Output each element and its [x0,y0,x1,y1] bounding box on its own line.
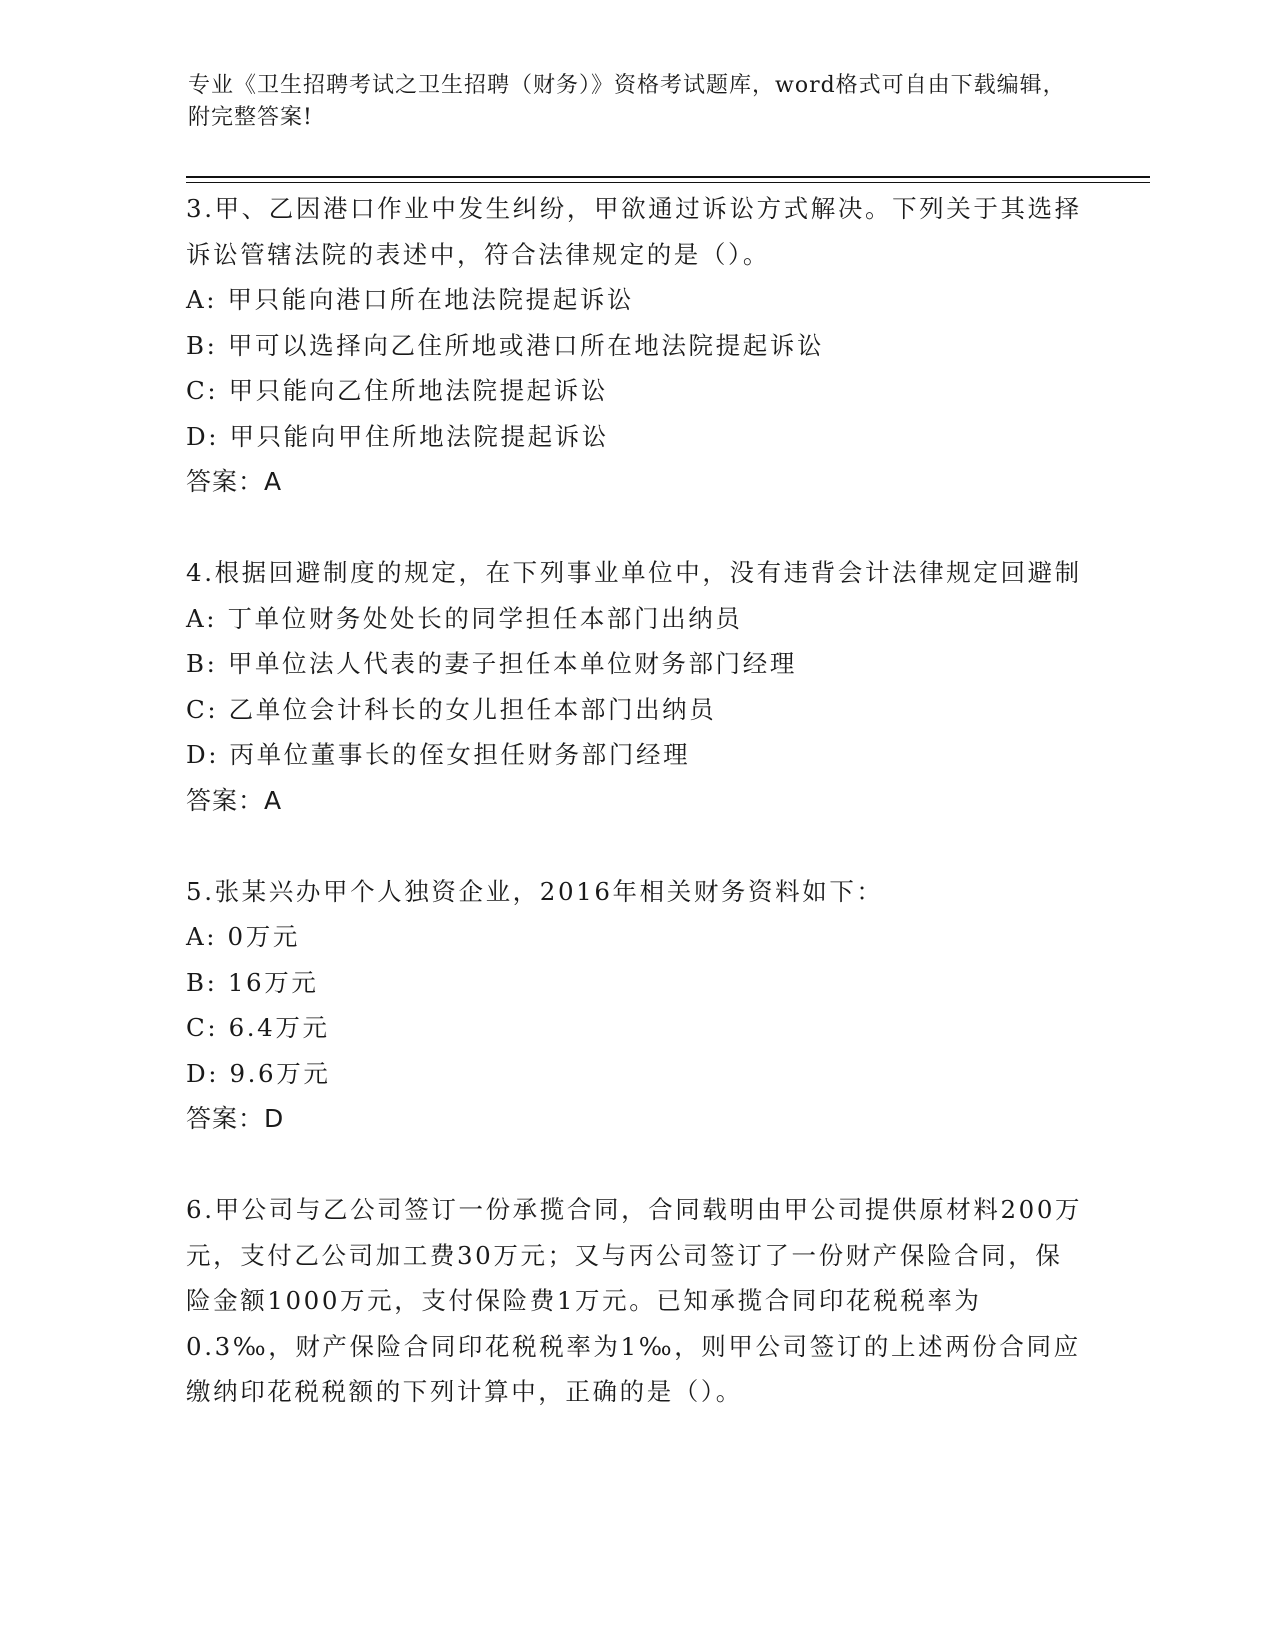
question-6 [186,1187,1086,1415]
option-a: A: 0万元 [186,922,300,951]
header-rule-thick [186,176,1150,178]
option-b: B: 16万元 [186,967,319,997]
answer: 答案：D [186,1104,285,1133]
option-d: D: 甲只能向甲住所地法院提起诉讼 [186,421,609,451]
question-text: 6.甲公司与乙公司签订一份承揽合同，合同载明由甲公司提供原材料200万元，支付乙公司加工费30万元；又与丙公司签订了一份财产保险合同，保险金额1000万元，支付保险费1万元。已知承揽合同印花税税率为0.3‰，财产保险合同印花税税率为1‰，则甲公司签订的上述两份合同应缴纳印花税税额的下列计算中，正确的是（）。 [186,1195,1083,1406]
spacer [186,823,1086,869]
question-text: 3.甲、乙因港口作业中发生纠纷，甲欲通过诉讼方式解决。下列关于其选择诉讼管辖法院的表述中，符合法律规定的是（）。 [186,194,1082,269]
question-5 [186,869,1086,1142]
option-d: D: 9.6万元 [186,1058,331,1088]
option-c: C: 6.4万元 [186,1013,330,1042]
option-a: A: 甲只能向港口所在地法院提起诉讼 [186,285,635,314]
answer: 答案：A [186,467,283,496]
option-c: C: 乙单位会计科长的女儿担任本部门出纳员 [186,694,717,724]
option-a: A: 丁单位财务处处长的同学担任本部门出纳员 [186,603,743,633]
question-text: 4.根据回避制度的规定，在下列事业单位中，没有违背会计法律规定回避制 [186,558,1082,587]
answer: 答案：A [186,785,283,815]
spacer [186,1142,1086,1188]
header-rule-thin [186,182,1150,183]
spacer [186,505,1086,551]
question-list [186,186,1086,1415]
question-3 [186,186,1086,505]
option-b: B: 甲可以选择向乙住所地或港口所在地法院提起诉讼 [186,330,825,360]
option-d: D: 丙单位董事长的侄女担任财务部门经理 [186,740,691,769]
option-c: C: 甲只能向乙住所地法院提起诉讼 [186,376,608,405]
document-header: 专业《卫生招聘考试之卫生招聘（财务）》资格考试题库，word格式可自由下载编辑，附完整答案! [188,73,1066,130]
question-4 [186,550,1086,823]
option-b: B: 甲单位法人代表的妻子担任本单位财务部门经理 [186,649,797,678]
question-text: 5.张某兴办甲个人独资企业，2016年相关财务资料如下： [186,876,884,906]
